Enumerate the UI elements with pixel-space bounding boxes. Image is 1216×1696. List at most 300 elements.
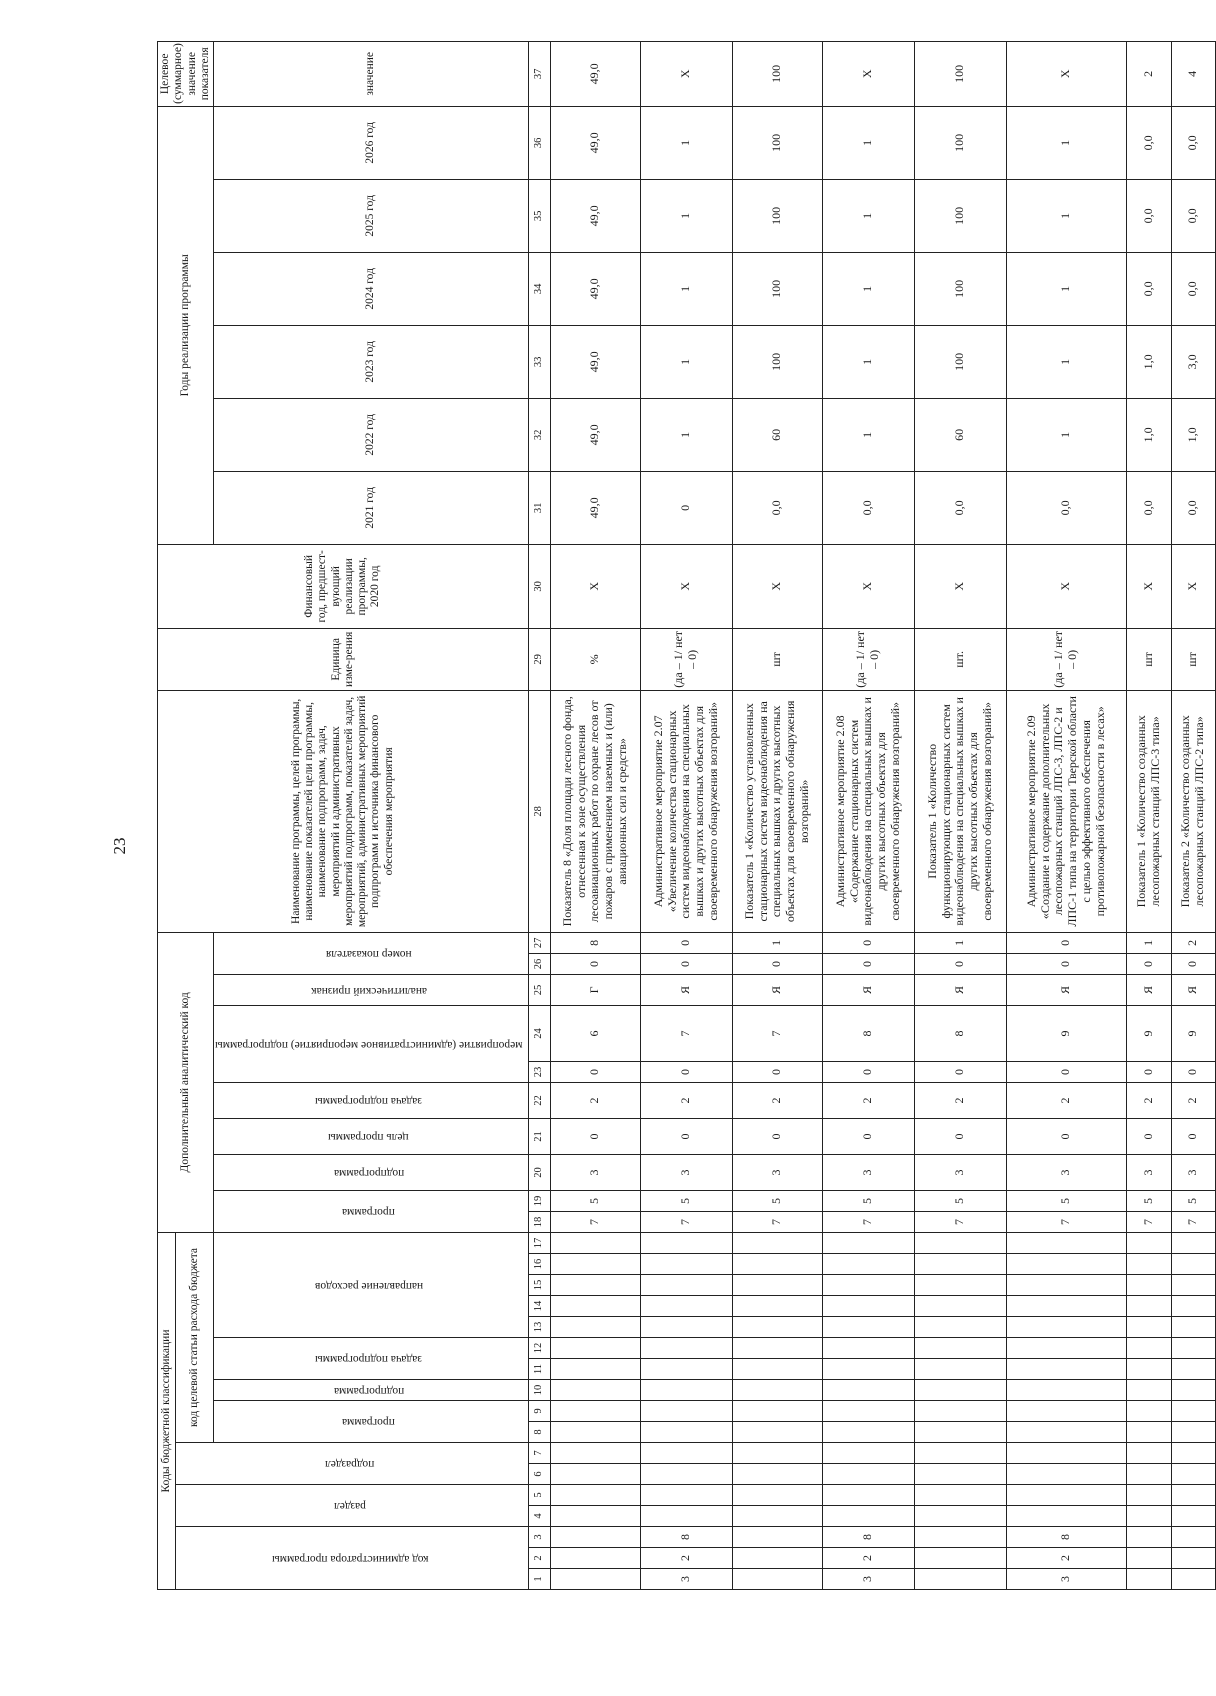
table-row bbox=[732, 41, 822, 1589]
budget-code-cell bbox=[822, 1359, 914, 1380]
analytic-sign: Я bbox=[1126, 974, 1171, 1005]
activity-code-digit: 9 bbox=[1126, 1005, 1171, 1061]
year-value: 100 bbox=[732, 179, 822, 252]
unit-column-header: Единица изме-рения bbox=[158, 628, 529, 690]
table-row bbox=[1006, 41, 1126, 1589]
program-code-digit: 7 bbox=[1126, 1211, 1171, 1232]
budget-code-cell bbox=[640, 1317, 732, 1338]
subprogram-code: 3 bbox=[1126, 1154, 1171, 1190]
indicator-number-digit: 0 bbox=[550, 953, 640, 974]
budget-code-cell bbox=[1171, 1275, 1215, 1296]
program-goal-code: 0 bbox=[550, 1118, 640, 1154]
unit-of-measure: шт bbox=[1171, 628, 1215, 690]
budget-code-cell bbox=[914, 1422, 1006, 1443]
additional-program-header: программа bbox=[214, 1190, 529, 1232]
analytic-sign: Я bbox=[914, 974, 1006, 1005]
column-number: 30 bbox=[528, 544, 550, 628]
year-value: 100 bbox=[732, 325, 822, 398]
year-value: 1 bbox=[640, 398, 732, 471]
program-code-digit: 5 bbox=[550, 1190, 640, 1211]
year-value: 100 bbox=[732, 106, 822, 179]
budget-code-cell bbox=[1006, 1485, 1126, 1506]
budget-code-cell bbox=[822, 1232, 914, 1253]
year-value: 1 bbox=[640, 179, 732, 252]
subsection-header: подраздел bbox=[176, 1443, 529, 1485]
year-value: 0,0 bbox=[1126, 106, 1171, 179]
admin-code-digit bbox=[1126, 1569, 1171, 1590]
target-value: 4 bbox=[1171, 41, 1215, 106]
year-value: 0,0 bbox=[914, 471, 1006, 544]
subprogram-task-code: 2 bbox=[1126, 1082, 1171, 1118]
admin-code-digit bbox=[1171, 1527, 1215, 1548]
analytic-sign: Я bbox=[640, 974, 732, 1005]
year-value: 1 bbox=[822, 106, 914, 179]
analytic-sign-header: аналитический признак bbox=[214, 974, 529, 1005]
budget-code-cell bbox=[732, 1254, 822, 1275]
target-value: 49,0 bbox=[550, 41, 640, 106]
years-header: Годы реализации программы bbox=[158, 106, 214, 544]
indicator-number-digit: 0 bbox=[822, 932, 914, 953]
admin-code-digit bbox=[732, 1527, 822, 1548]
unit-of-measure: шт bbox=[1126, 628, 1171, 690]
budget-code-cell bbox=[640, 1359, 732, 1380]
year-header-2026: 2026 год bbox=[214, 106, 529, 179]
column-number: 6 bbox=[528, 1464, 550, 1485]
subprogram-code: 3 bbox=[914, 1154, 1006, 1190]
year-header-2021: 2021 год bbox=[214, 471, 529, 544]
column-number: 32 bbox=[528, 398, 550, 471]
budget-code-cell bbox=[1171, 1401, 1215, 1422]
admin-code-digit: 8 bbox=[640, 1527, 732, 1548]
column-number: 36 bbox=[528, 106, 550, 179]
budget-code-cell bbox=[732, 1317, 822, 1338]
table-row bbox=[550, 41, 640, 1589]
program-goal-code: 0 bbox=[914, 1118, 1006, 1154]
analytic-sign: Я bbox=[1006, 974, 1126, 1005]
indicator-number-digit: 0 bbox=[1006, 932, 1126, 953]
program-code-digit: 7 bbox=[1006, 1211, 1126, 1232]
admin-code-digit bbox=[1171, 1548, 1215, 1569]
budget-code-cell bbox=[1006, 1296, 1126, 1317]
additional-subprogram-header: подпрограмма bbox=[214, 1154, 529, 1190]
year-value: 0,0 bbox=[1171, 106, 1215, 179]
budget-code-cell bbox=[914, 1338, 1006, 1359]
subprogram-task-code: 2 bbox=[550, 1082, 640, 1118]
activity-code-digit: 0 bbox=[1171, 1061, 1215, 1082]
budget-code-cell bbox=[640, 1443, 732, 1464]
year-value: 1,0 bbox=[1126, 398, 1171, 471]
unit-of-measure: (да – 1/ нет – 0) bbox=[822, 628, 914, 690]
fin-year-value: X bbox=[1006, 544, 1126, 628]
budget-code-cell bbox=[550, 1443, 640, 1464]
activity-code-digit: 0 bbox=[1126, 1061, 1171, 1082]
budget-code-cell bbox=[914, 1359, 1006, 1380]
year-value: 0,0 bbox=[1126, 252, 1171, 325]
program-indicators-table bbox=[157, 41, 1216, 1590]
column-number: 27 bbox=[528, 932, 550, 953]
budget-code-cell bbox=[822, 1506, 914, 1527]
analytic-sign: Г bbox=[550, 974, 640, 1005]
table-row bbox=[1126, 41, 1171, 1589]
year-value: 0,0 bbox=[1006, 471, 1126, 544]
budget-code-cell bbox=[1126, 1464, 1171, 1485]
year-value: 0,0 bbox=[1126, 179, 1171, 252]
year-value: 60 bbox=[914, 398, 1006, 471]
budget-code-cell bbox=[640, 1275, 732, 1296]
analytic-sign: Я bbox=[1171, 974, 1215, 1005]
budget-code-cell bbox=[1006, 1232, 1126, 1253]
budget-code-cell bbox=[550, 1254, 640, 1275]
budget-code-cell bbox=[822, 1296, 914, 1317]
budget-code-cell bbox=[640, 1338, 732, 1359]
year-value: 0 bbox=[640, 471, 732, 544]
subprogram-code: 3 bbox=[1006, 1154, 1126, 1190]
admin-code-digit bbox=[914, 1548, 1006, 1569]
budget-code-cell bbox=[732, 1296, 822, 1317]
budget-code-cell bbox=[550, 1338, 640, 1359]
subprogram-code: 3 bbox=[550, 1154, 640, 1190]
year-value: 0,0 bbox=[822, 471, 914, 544]
budget-code-cell bbox=[732, 1485, 822, 1506]
fin-year-value: X bbox=[640, 544, 732, 628]
budget-code-cell bbox=[640, 1485, 732, 1506]
activity-code-digit: 0 bbox=[822, 1061, 914, 1082]
budget-code-cell bbox=[640, 1464, 732, 1485]
budget-code-cell bbox=[1006, 1380, 1126, 1401]
year-value: 1 bbox=[1006, 179, 1126, 252]
budget-code-cell bbox=[914, 1401, 1006, 1422]
year-value: 1 bbox=[640, 325, 732, 398]
expense-direction-header: направление расходов bbox=[214, 1232, 529, 1337]
budget-code-cell bbox=[550, 1464, 640, 1485]
budget-code-cell bbox=[914, 1380, 1006, 1401]
year-value: 1 bbox=[822, 325, 914, 398]
program-code-digit: 5 bbox=[822, 1190, 914, 1211]
budget-code-cell bbox=[1126, 1506, 1171, 1527]
year-header-2023: 2023 год bbox=[214, 325, 529, 398]
program-code-digit: 5 bbox=[914, 1190, 1006, 1211]
subprogram-code: 3 bbox=[640, 1154, 732, 1190]
program-goal-code: 0 bbox=[1006, 1118, 1126, 1154]
year-value: 1 bbox=[1006, 252, 1126, 325]
year-value: 49,0 bbox=[550, 471, 640, 544]
budget-code-cell bbox=[914, 1275, 1006, 1296]
budget-code-cell bbox=[732, 1443, 822, 1464]
fin-year-column-header: Финансовый год, предшест-вующий реализации программы, 2020 год bbox=[158, 544, 529, 628]
budget-code-cell bbox=[1126, 1485, 1171, 1506]
program-code-header: программа bbox=[214, 1401, 529, 1443]
admin-code-digit: 3 bbox=[640, 1569, 732, 1590]
program-code-digit: 7 bbox=[732, 1211, 822, 1232]
column-number: 25 bbox=[528, 974, 550, 1005]
column-number: 26 bbox=[528, 953, 550, 974]
activity-code-digit: 6 bbox=[550, 1005, 640, 1061]
year-value: 60 bbox=[732, 398, 822, 471]
year-value: 1 bbox=[822, 179, 914, 252]
budget-code-cell bbox=[550, 1275, 640, 1296]
budget-code-cell bbox=[914, 1464, 1006, 1485]
budget-code-cell bbox=[914, 1254, 1006, 1275]
subprogram-task-code: 2 bbox=[640, 1082, 732, 1118]
indicator-number-digit: 0 bbox=[1171, 953, 1215, 974]
indicator-number-digit: 0 bbox=[732, 953, 822, 974]
unit-of-measure: (да – 1/ нет – 0) bbox=[1006, 628, 1126, 690]
column-number: 29 bbox=[528, 628, 550, 690]
column-number: 19 bbox=[528, 1190, 550, 1211]
budget-code-cell bbox=[1126, 1422, 1171, 1443]
indicator-number-digit: 0 bbox=[822, 953, 914, 974]
budget-code-cell bbox=[914, 1506, 1006, 1527]
unit-of-measure: % bbox=[550, 628, 640, 690]
activity-code-digit: 9 bbox=[1171, 1005, 1215, 1061]
indicator-name: Административное мероприятие 2.09 «Создание и содержание дополнительных лесопожарных станций ЛПС-3, ЛПС-2 и ЛПС-1 типа на территории Тверской области с целью эффективного обеспечения противопожарной безопасности в лесах» bbox=[1006, 690, 1126, 932]
indicator-number-digit: 1 bbox=[914, 932, 1006, 953]
budget-code-cell bbox=[822, 1275, 914, 1296]
budget-code-cell bbox=[640, 1506, 732, 1527]
year-value: 1 bbox=[1006, 106, 1126, 179]
budget-code-cell bbox=[1171, 1338, 1215, 1359]
fin-year-value: X bbox=[1126, 544, 1171, 628]
budget-code-cell bbox=[822, 1443, 914, 1464]
activity-code-digit: 0 bbox=[1006, 1061, 1126, 1082]
budget-code-cell bbox=[822, 1401, 914, 1422]
budget-code-cell bbox=[732, 1359, 822, 1380]
admin-code-digit bbox=[550, 1548, 640, 1569]
budget-code-cell bbox=[550, 1506, 640, 1527]
column-number: 12 bbox=[528, 1338, 550, 1359]
budget-code-cell bbox=[550, 1296, 640, 1317]
value-header: значение bbox=[214, 41, 529, 106]
column-number: 15 bbox=[528, 1275, 550, 1296]
year-value: 100 bbox=[914, 252, 1006, 325]
indicator-number-digit: 0 bbox=[1126, 953, 1171, 974]
budget-code-cell bbox=[1126, 1338, 1171, 1359]
budget-code-cell bbox=[732, 1380, 822, 1401]
admin-code-digit: 8 bbox=[1006, 1527, 1126, 1548]
admin-code-digit: 2 bbox=[1006, 1548, 1126, 1569]
program-code-digit: 7 bbox=[640, 1211, 732, 1232]
admin-code-digit: 3 bbox=[822, 1569, 914, 1590]
budget-code-cell bbox=[914, 1317, 1006, 1338]
budget-code-cell bbox=[550, 1359, 640, 1380]
budget-code-cell bbox=[1171, 1422, 1215, 1443]
activity-code-digit: 9 bbox=[1006, 1005, 1126, 1061]
additional-task-header: задача подпрограммы bbox=[214, 1082, 529, 1118]
program-goal-code: 0 bbox=[640, 1118, 732, 1154]
column-number: 35 bbox=[528, 179, 550, 252]
budget-code-cell bbox=[550, 1380, 640, 1401]
admin-code-digit: 8 bbox=[822, 1527, 914, 1548]
year-value: 0,0 bbox=[1171, 252, 1215, 325]
admin-code-digit bbox=[1126, 1548, 1171, 1569]
column-number: 20 bbox=[528, 1154, 550, 1190]
budget-code-cell bbox=[1171, 1296, 1215, 1317]
budget-code-cell bbox=[732, 1401, 822, 1422]
budget-code-cell bbox=[1006, 1359, 1126, 1380]
budget-code-cell bbox=[914, 1485, 1006, 1506]
column-number: 11 bbox=[528, 1359, 550, 1380]
budget-code-cell bbox=[1126, 1232, 1171, 1253]
year-value: 0,0 bbox=[1126, 471, 1171, 544]
budget-code-cell bbox=[1126, 1296, 1171, 1317]
target-value: 100 bbox=[732, 41, 822, 106]
year-value: 3,0 bbox=[1171, 325, 1215, 398]
indicator-number-digit: 0 bbox=[914, 953, 1006, 974]
year-value: 0,0 bbox=[732, 471, 822, 544]
budget-code-cell bbox=[1006, 1317, 1126, 1338]
activity-header: мероприятие (административное мероприятие) подпрограммы bbox=[214, 1005, 529, 1082]
year-value: 1 bbox=[822, 398, 914, 471]
table-row bbox=[1171, 41, 1215, 1589]
column-number: 22 bbox=[528, 1082, 550, 1118]
budget-code-cell bbox=[1171, 1232, 1215, 1253]
table-row bbox=[822, 41, 914, 1589]
budget-code-cell bbox=[640, 1401, 732, 1422]
program-goal-code: 0 bbox=[822, 1118, 914, 1154]
target-value: X bbox=[1006, 41, 1126, 106]
indicator-number-digit: 1 bbox=[732, 932, 822, 953]
subprogram-task-code: 2 bbox=[914, 1082, 1006, 1118]
budget-code-cell bbox=[550, 1401, 640, 1422]
year-value: 1,0 bbox=[1126, 325, 1171, 398]
activity-code-digit: 0 bbox=[640, 1061, 732, 1082]
program-goal-code: 0 bbox=[1126, 1118, 1171, 1154]
indicator-number-digit: 0 bbox=[1006, 953, 1126, 974]
additional-code-header: Дополнительный аналитический код bbox=[158, 932, 214, 1232]
indicator-name: Показатель 1 «Количество созданных лесопожарных станций ЛПС-3 типа» bbox=[1126, 690, 1171, 932]
activity-code-digit: 7 bbox=[640, 1005, 732, 1061]
column-number: 2 bbox=[528, 1548, 550, 1569]
year-value: 0,0 bbox=[1171, 471, 1215, 544]
budget-code-cell bbox=[822, 1317, 914, 1338]
activity-code-digit: 8 bbox=[914, 1005, 1006, 1061]
budget-code-cell bbox=[822, 1422, 914, 1443]
budget-code-cell bbox=[550, 1317, 640, 1338]
analytic-sign: Я bbox=[732, 974, 822, 1005]
column-number: 24 bbox=[528, 1005, 550, 1061]
program-code-digit: 7 bbox=[914, 1211, 1006, 1232]
year-value: 49,0 bbox=[550, 398, 640, 471]
column-number: 33 bbox=[528, 325, 550, 398]
admin-code-digit: 2 bbox=[822, 1548, 914, 1569]
budget-code-cell bbox=[550, 1485, 640, 1506]
activity-code-digit: 0 bbox=[550, 1061, 640, 1082]
fin-year-value: X bbox=[732, 544, 822, 628]
admin-code-digit bbox=[550, 1569, 640, 1590]
budget-code-cell bbox=[1006, 1338, 1126, 1359]
budget-code-cell bbox=[822, 1380, 914, 1401]
program-goal-header: цель программы bbox=[214, 1118, 529, 1154]
budget-code-cell bbox=[1126, 1254, 1171, 1275]
budget-code-cell bbox=[640, 1422, 732, 1443]
program-code-digit: 7 bbox=[1171, 1211, 1215, 1232]
column-number: 13 bbox=[528, 1317, 550, 1338]
budget-codes-header: Коды бюджетной классификации bbox=[158, 1232, 176, 1589]
indicator-number-digit: 2 bbox=[1171, 932, 1215, 953]
budget-code-cell bbox=[1006, 1464, 1126, 1485]
year-header-2024: 2024 год bbox=[214, 252, 529, 325]
admin-code-digit bbox=[914, 1569, 1006, 1590]
rotated-table-container bbox=[157, 43, 1207, 1590]
admin-code-digit bbox=[732, 1548, 822, 1569]
budget-code-cell bbox=[1171, 1464, 1215, 1485]
name-column-header: Наименование программы, целей программы, наименование показателей цели программы, наименование подпрограмм, задач, мероприятий и административных мероприятий подпрограмм, показателей задач, мероприятий, административных мероприятий подпрограмм и источника финансового обеспечения мероприятия bbox=[158, 690, 529, 932]
program-code-digit: 7 bbox=[550, 1211, 640, 1232]
indicator-number-digit: 0 bbox=[640, 953, 732, 974]
year-header-2025: 2025 год bbox=[214, 179, 529, 252]
unit-of-measure: шт. bbox=[914, 628, 1006, 690]
budget-code-cell bbox=[640, 1380, 732, 1401]
target-value-header: Целевое (суммарное) значение показателя bbox=[158, 41, 214, 106]
budget-code-cell bbox=[822, 1464, 914, 1485]
budget-code-cell bbox=[1126, 1359, 1171, 1380]
subprogram-code: 3 bbox=[732, 1154, 822, 1190]
admin-code-digit: 2 bbox=[640, 1548, 732, 1569]
indicator-name: Административное мероприятие 2.07 «Увеличение количества стационарных систем видеонаблюдения на специальных вышках и других высотных объектах для своевременного обнаружения возгораний» bbox=[640, 690, 732, 932]
budget-code-cell bbox=[1126, 1380, 1171, 1401]
year-value: 49,0 bbox=[550, 106, 640, 179]
column-number: 16 bbox=[528, 1254, 550, 1275]
subprogram-code-header: подпрограмма bbox=[214, 1380, 529, 1401]
admin-code-digit bbox=[914, 1527, 1006, 1548]
budget-code-cell bbox=[1006, 1443, 1126, 1464]
fin-year-value: X bbox=[822, 544, 914, 628]
budget-code-cell bbox=[822, 1338, 914, 1359]
budget-code-cell bbox=[1006, 1506, 1126, 1527]
budget-code-cell bbox=[1006, 1275, 1126, 1296]
year-value: 1 bbox=[640, 106, 732, 179]
year-value: 100 bbox=[914, 179, 1006, 252]
indicator-number-digit: 0 bbox=[640, 932, 732, 953]
indicator-name: Показатель 1 «Количество установленных стационарных систем видеонаблюдения на специальных вышках и других высотных объектах для своевременного обнаружения возгораний» bbox=[732, 690, 822, 932]
year-value: 49,0 bbox=[550, 179, 640, 252]
column-number: 1 bbox=[528, 1569, 550, 1590]
subprogram-task-code: 2 bbox=[732, 1082, 822, 1118]
year-value: 100 bbox=[914, 325, 1006, 398]
budget-code-cell bbox=[1171, 1359, 1215, 1380]
budget-code-cell bbox=[914, 1232, 1006, 1253]
year-value: 100 bbox=[732, 252, 822, 325]
table-row bbox=[640, 41, 732, 1589]
program-code-digit: 5 bbox=[1126, 1190, 1171, 1211]
year-value: 0,0 bbox=[1171, 179, 1215, 252]
column-number: 37 bbox=[528, 41, 550, 106]
year-value: 49,0 bbox=[550, 252, 640, 325]
page-number: 23 bbox=[110, 837, 129, 855]
admin-code-digit bbox=[550, 1527, 640, 1548]
year-value: 1 bbox=[1006, 398, 1126, 471]
admin-code-digit bbox=[732, 1569, 822, 1590]
unit-of-measure: шт bbox=[732, 628, 822, 690]
year-value: 1 bbox=[822, 252, 914, 325]
budget-code-cell bbox=[822, 1254, 914, 1275]
column-number: 14 bbox=[528, 1296, 550, 1317]
activity-code-digit: 0 bbox=[732, 1061, 822, 1082]
budget-code-cell bbox=[822, 1485, 914, 1506]
admin-code-digit bbox=[1126, 1527, 1171, 1548]
analytic-sign: Я bbox=[822, 974, 914, 1005]
subprogram-task-code-header: задача подпрограммы bbox=[214, 1338, 529, 1380]
year-value: 49,0 bbox=[550, 325, 640, 398]
table-row bbox=[914, 41, 1006, 1589]
subprogram-code: 3 bbox=[1171, 1154, 1215, 1190]
budget-code-cell bbox=[732, 1506, 822, 1527]
budget-code-cell bbox=[1006, 1401, 1126, 1422]
budget-code-cell bbox=[640, 1296, 732, 1317]
budget-code-cell bbox=[550, 1422, 640, 1443]
activity-code-digit: 8 bbox=[822, 1005, 914, 1061]
subprogram-task-code: 2 bbox=[1171, 1082, 1215, 1118]
